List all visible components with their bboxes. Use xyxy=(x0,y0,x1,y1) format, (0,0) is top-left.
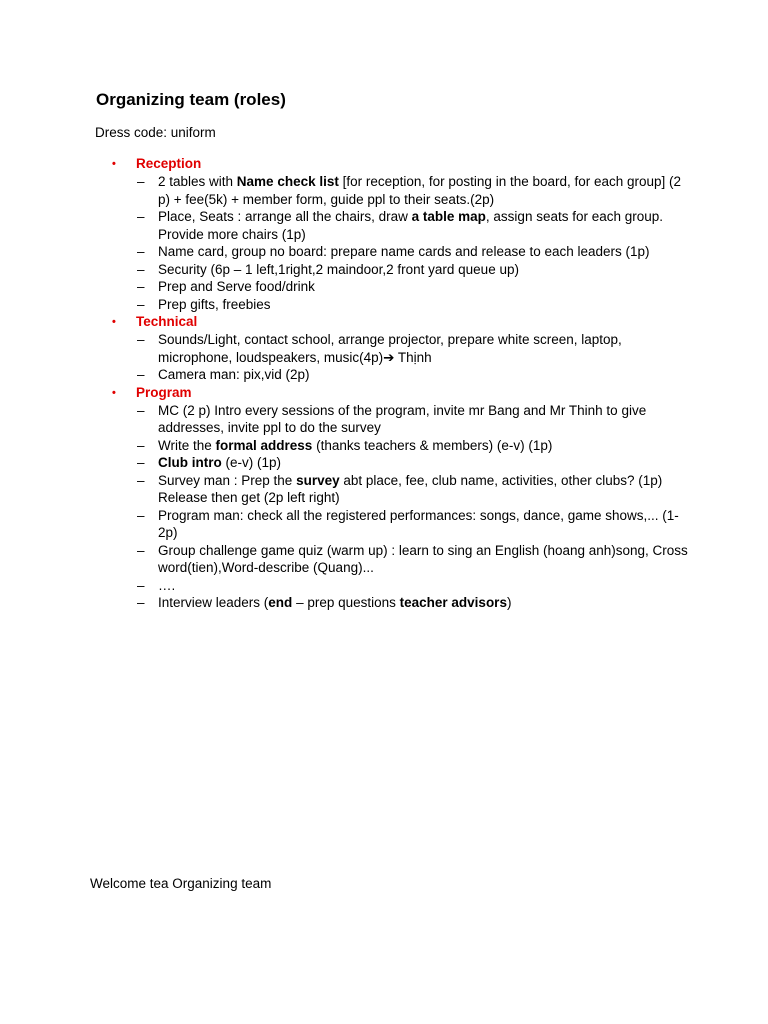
item-text-bold: end xyxy=(268,595,293,610)
dash-icon: – xyxy=(137,244,145,259)
item-text-bold: survey xyxy=(296,472,340,488)
list-item xyxy=(0,173,768,208)
item-text: MC (2 p) Intro every sessions of the program, invite mr Bang and Mr Thinh to give addresses, invite ppl to do the survey xyxy=(158,402,647,435)
section-heading-text: Program xyxy=(136,384,192,400)
item-text: …. xyxy=(158,577,176,593)
section-items xyxy=(0,173,768,313)
item-text: Camera man: pix,vid (2p) xyxy=(158,367,310,382)
list-item xyxy=(0,402,768,437)
item-text: Program man: check all the registered performances: songs, dance, game shows,... (1-2p) xyxy=(158,507,679,540)
list-item xyxy=(0,594,768,612)
item-text: Security (6p – 1 left,1right,2 maindoor,2 front yard queue up) xyxy=(158,261,519,277)
list-item xyxy=(0,437,768,455)
item-text: Write the xyxy=(158,437,216,453)
item-text: ) xyxy=(506,595,512,610)
item-text: (e-v) (1p) xyxy=(221,455,282,470)
item-text-bold: a table map xyxy=(411,209,486,224)
section-heading xyxy=(0,384,768,402)
list-item xyxy=(0,577,768,595)
list-item xyxy=(0,366,768,384)
document-title: Organizing team (roles) xyxy=(96,90,286,109)
list-item xyxy=(0,542,768,577)
dash-icon: – xyxy=(137,279,145,294)
item-text: Name card, group no board: prepare name cards and release to each leaders (1p) xyxy=(158,244,650,259)
item-text: Prep gifts, freebies xyxy=(158,296,271,312)
item-text: Place, Seats : arrange all the chairs, draw xyxy=(158,209,412,224)
list-item xyxy=(0,507,768,542)
dash-icon: – xyxy=(137,542,145,558)
dress-code-line: Dress code: uniform xyxy=(95,125,216,140)
dash-icon: – xyxy=(137,472,145,488)
item-text: Group challenge game quiz (warm up) : learn to sing an English (hoang anh)song, Cross word(tien),Word-describe (Quang)... xyxy=(158,542,688,575)
item-text: Prep and Serve food/drink xyxy=(158,279,315,294)
item-text: Survey man : Prep the xyxy=(158,472,297,488)
list-item xyxy=(0,454,768,472)
dash-icon: – xyxy=(137,261,145,277)
dash-icon: – xyxy=(137,367,145,382)
section-items xyxy=(0,331,768,384)
list-item xyxy=(0,278,768,296)
item-text: 2 tables with xyxy=(158,174,237,189)
section-reception xyxy=(0,155,768,313)
dash-icon: – xyxy=(137,507,145,523)
list-item xyxy=(0,208,768,243)
item-text: abt place, fee, club name, activities, other clubs? (1p) Release then get (2p left right) xyxy=(158,472,663,505)
dash-icon: – xyxy=(137,402,145,418)
footer-text: Welcome tea Organizing team xyxy=(90,876,272,891)
bullet-icon: • xyxy=(112,158,116,170)
list-item xyxy=(0,243,768,261)
item-text: , assign seats for each group. Provide more chairs (1p) xyxy=(158,209,664,242)
dash-icon: – xyxy=(137,577,145,593)
dash-icon: – xyxy=(137,332,145,347)
item-text-bold: Name check list xyxy=(236,174,339,189)
section-heading xyxy=(0,155,768,173)
section-items xyxy=(0,402,768,612)
section-heading xyxy=(0,313,768,331)
item-text: – prep questions xyxy=(292,595,400,610)
bullet-icon: • xyxy=(112,386,116,399)
section-technical xyxy=(0,313,768,384)
section-program xyxy=(0,384,768,612)
dash-icon: – xyxy=(137,455,145,470)
item-text-bold: formal address xyxy=(215,437,313,453)
dash-icon: – xyxy=(137,595,145,610)
list-item xyxy=(0,296,768,314)
item-text-bold: Club intro xyxy=(158,455,222,470)
list-item xyxy=(0,331,768,366)
list-item xyxy=(0,472,768,507)
item-text: Sounds/Light, contact school, arrange projector, prepare white screen, laptop, microphone, loudspeakers, music(4p)➔ Thịnh xyxy=(158,332,622,365)
dash-icon: – xyxy=(137,437,145,453)
dash-icon: – xyxy=(137,296,145,312)
list-item xyxy=(0,261,768,279)
section-heading-text: Reception xyxy=(136,156,202,171)
section-heading-text: Technical xyxy=(136,314,198,329)
item-text: [for reception, for posting in the board, for each group] (2 p) + fee(5k) + member form, guide ppl to their seats.(2p) xyxy=(158,174,682,207)
item-text: Interview leaders ( xyxy=(158,595,269,610)
dash-icon: – xyxy=(137,209,145,224)
bullet-icon: • xyxy=(112,316,116,328)
dash-icon: – xyxy=(137,174,145,189)
item-text-bold: teacher advisors xyxy=(399,595,507,610)
roles-list xyxy=(0,155,768,612)
item-text: (thanks teachers & members) (e-v) (1p) xyxy=(312,437,553,453)
